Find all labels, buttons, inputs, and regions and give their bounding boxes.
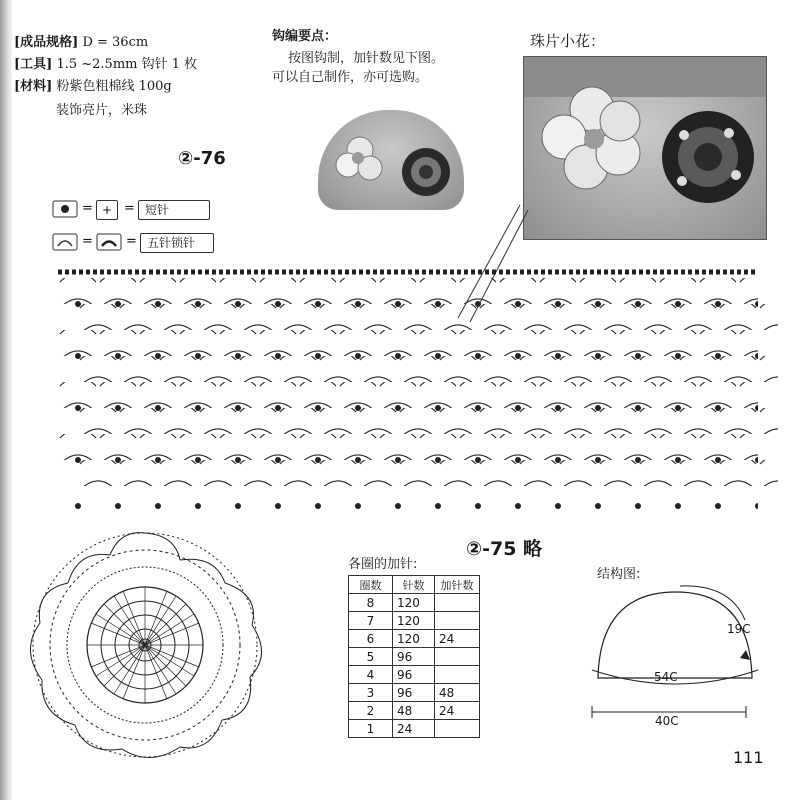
pattern-76-title: ②-76: [178, 148, 226, 169]
cell-increase: [435, 612, 480, 630]
cell-increase: [435, 594, 480, 612]
cell-increase: [435, 666, 480, 684]
plus-glyph: +: [102, 203, 113, 217]
circle-motif-chart: [10, 515, 280, 780]
structure-diagram: [580, 580, 760, 725]
depth-label: 19C: [727, 622, 751, 636]
page-number: 111: [733, 748, 764, 767]
spec-tool-value: 1.5 ~2.5mm 钩针 1 枚: [56, 57, 198, 72]
cell-stitches: 120: [393, 630, 435, 648]
depth-arrow-head: [740, 650, 750, 660]
increase-table: [348, 575, 480, 738]
cell-stitches: 96: [393, 648, 435, 666]
cell-round: 3: [349, 684, 393, 702]
cell-increase: 24: [435, 630, 480, 648]
cell-increase: 24: [435, 702, 480, 720]
cell-stitches: 120: [393, 594, 435, 612]
cell-round: 1: [349, 720, 393, 738]
increase-table-header: [349, 576, 480, 594]
table-row: [349, 612, 480, 630]
spec-material-value: 粉紫色粗棉线 100g: [56, 79, 172, 94]
cluster-label: 五针锁针: [147, 236, 196, 250]
chart-rows: [58, 278, 778, 514]
header-increase: 加针数: [435, 576, 480, 594]
width-label: 40C: [655, 714, 679, 728]
table-row: [349, 720, 480, 738]
cell-round: 8: [349, 594, 393, 612]
cell-round: 5: [349, 648, 393, 666]
table-row: [349, 630, 480, 648]
spec-size-label: [成品规格]: [14, 35, 79, 50]
cell-stitches: 96: [393, 666, 435, 684]
legend-eq-3: =: [82, 234, 93, 249]
spec-tool-label: [工具]: [14, 57, 53, 72]
cell-increase: [435, 720, 480, 738]
tips-line1: 按图钩制，加针数见下图。: [288, 51, 445, 66]
spec-size-value: D = 36cm: [82, 35, 149, 50]
spec-material-extra: 装饰亮片，米珠: [56, 103, 148, 118]
structure-title: 结构图:: [597, 567, 641, 582]
table-row: [349, 684, 480, 702]
cell-stitches: 96: [393, 684, 435, 702]
cell-increase: [435, 648, 480, 666]
cell-stitches: 48: [393, 702, 435, 720]
cell-increase: 48: [435, 684, 480, 702]
circumference-label: 54C: [654, 670, 678, 684]
tips-line2: 可以自己制作，亦可选购。: [272, 70, 429, 85]
cell-stitches: 24: [393, 720, 435, 738]
motif-radial-stitches: [87, 587, 203, 703]
cell-round: 4: [349, 666, 393, 684]
cell-round: 6: [349, 630, 393, 648]
cell-stitches: 120: [393, 612, 435, 630]
depth-arrow-line: [680, 586, 745, 620]
legend-eq-4: =: [126, 234, 137, 249]
spec-material-label: [材料]: [14, 79, 53, 94]
header-round: 圈数: [349, 576, 393, 594]
cell-round: 7: [349, 612, 393, 630]
tips-title: 钩编要点：: [272, 29, 338, 44]
increase-table-title: 各圈的加针:: [348, 557, 418, 572]
legend-eq-1: =: [82, 201, 93, 216]
table-row: [349, 594, 480, 612]
cell-round: 2: [349, 702, 393, 720]
sc-label: 短针: [145, 203, 170, 217]
table-row: [349, 666, 480, 684]
table-row: [349, 648, 480, 666]
pattern-75-title: ②-75 略: [466, 538, 543, 560]
flower-title: 珠片小花：: [530, 32, 606, 50]
header-stitches: 针数: [393, 576, 435, 594]
legend-eq-2: =: [124, 201, 135, 216]
table-row: [349, 702, 480, 720]
